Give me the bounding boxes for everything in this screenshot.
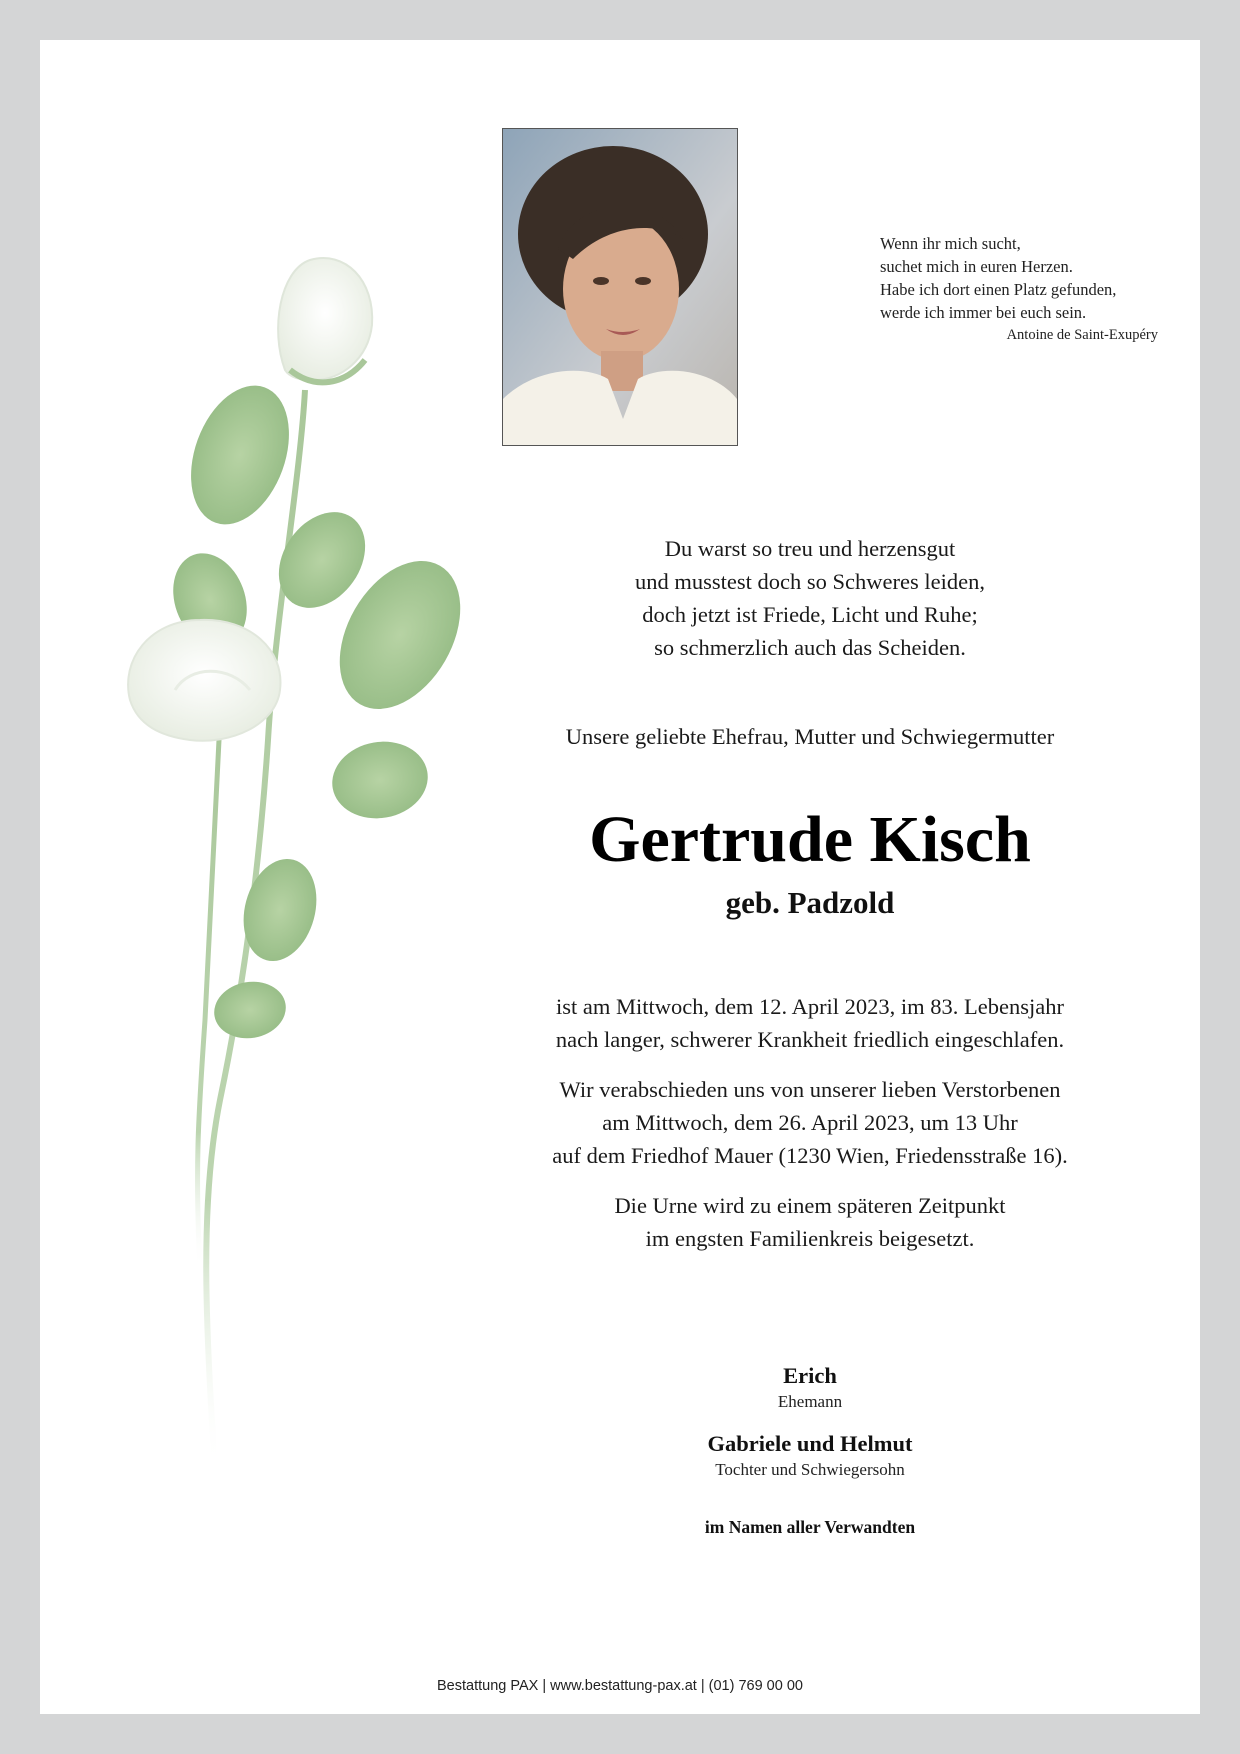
quote-line: suchet mich in euren Herzen. xyxy=(880,257,1073,276)
family-member-role: Ehemann xyxy=(777,1392,843,1411)
urn-line: Die Urne wird zu einem späteren Zeitpunkt xyxy=(614,1193,1006,1218)
verse-line: Du warst so treu und herzensgut xyxy=(664,536,956,561)
funeral-line: auf dem Friedhof Mauer (1230 Wien, Friedensstraße 16). xyxy=(552,1143,1068,1168)
quote-author: Antoine de Saint-Exupéry xyxy=(1006,327,1158,343)
verse-line: und musstest doch so Schweres leiden, xyxy=(635,569,985,594)
death-notice-line: nach langer, schwerer Krankheit friedlich eingeschlafen. xyxy=(555,1027,1065,1052)
verse-line: so schmerzlich auch das Scheiden. xyxy=(654,635,966,660)
funeral-line: am Mittwoch, dem 26. April 2023, um 13 Uhr xyxy=(602,1110,1018,1135)
urn-line: im engsten Familienkreis beigesetzt. xyxy=(645,1226,975,1251)
family-member-name: Gabriele und Helmut xyxy=(707,1431,913,1456)
quote-line: werde ich immer bei euch sein. xyxy=(880,303,1087,322)
family-member-name: Erich xyxy=(783,1363,837,1388)
verse xyxy=(450,532,1170,664)
quote-line: Wenn ihr mich sucht, xyxy=(880,234,1021,253)
quote-block xyxy=(880,232,1170,347)
family-member xyxy=(450,1362,1170,1414)
death-notice-line: ist am Mittwoch, dem 12. April 2023, im 83. Lebensjahr xyxy=(555,994,1065,1019)
quote-line: Habe ich dort einen Platz gefunden, xyxy=(880,280,1117,299)
footer-contact: Bestattung PAX | www.bestattung-pax.at | (01) 769 00 00 xyxy=(437,1678,803,1694)
portrait-photo xyxy=(502,128,738,446)
family-member xyxy=(450,1430,1170,1482)
deceased-name: Gertrude Kisch xyxy=(589,803,1031,876)
birth-name: geb. Padzold xyxy=(725,885,895,920)
notice-text xyxy=(450,990,1170,1272)
intro-line: Unsere geliebte Ehefrau, Mutter und Schwiegermutter xyxy=(565,724,1055,749)
rose-illustration xyxy=(100,220,470,1560)
funeral-line: Wir verabschieden uns von unserer lieben Verstorbenen xyxy=(559,1077,1061,1102)
verse-line: doch jetzt ist Friede, Licht und Ruhe; xyxy=(642,602,978,627)
family-member-role: Tochter und Schwiegersohn xyxy=(715,1460,905,1479)
closing-line: im Namen aller Verwandten xyxy=(704,1517,916,1537)
obituary-page xyxy=(40,40,1200,1714)
